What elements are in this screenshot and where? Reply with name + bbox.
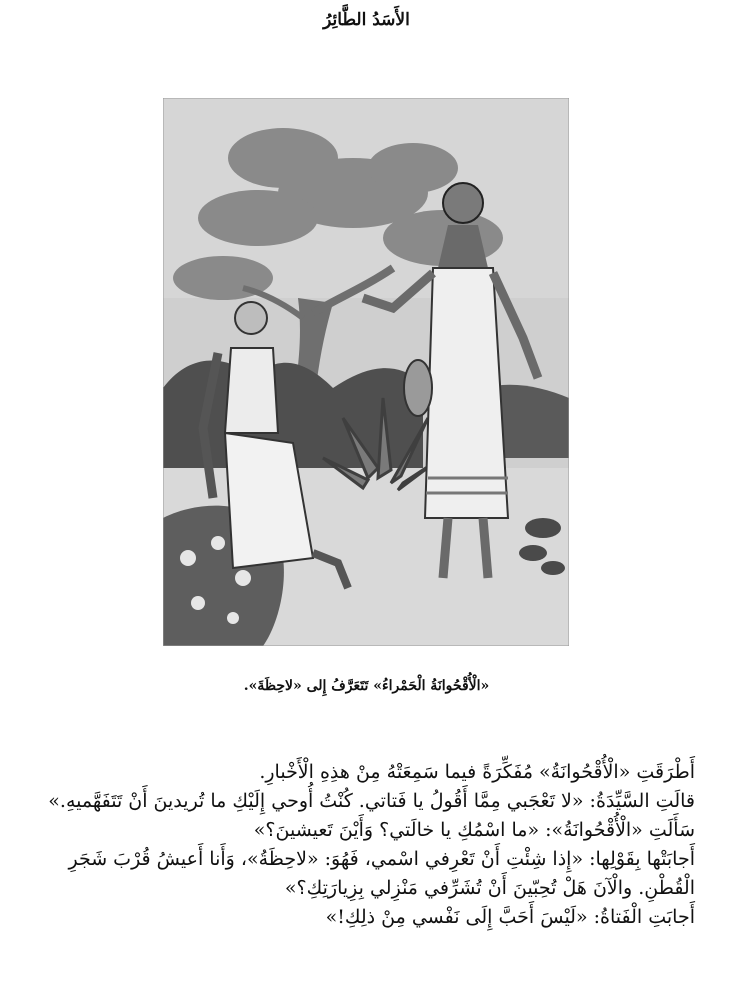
paragraph-3: سَأَلَتِ «الْأُقْحُوانَةُ»: «ما اسْمُكِ يا خالَتي؟ وَأَيْنَ تَعيشينَ؟» — [253, 819, 695, 841]
page-title: الأَسَدُ الطَّائِرُ — [323, 10, 410, 30]
illustration-drawing — [163, 98, 569, 646]
paragraph-5: أَجابَتِ الْفَتاةُ: «لَيْسَ أَحَبَّ إِلَى نَفْسي مِنْ ذلِكِ!» — [325, 906, 695, 928]
illustration-caption: «الْأُقْحُوانَةُ الْحَمْراءُ» تَتَعَرَّفُ إِلى «لاحِظَةَ». — [243, 678, 490, 694]
story-text — [35, 758, 695, 932]
story-illustration — [163, 98, 569, 646]
paragraph-4: أَجابَتْها بِقَوْلِها: «إِذا شِئْتِ أَنْ تَعْرِفي اسْمي، فَهُوَ: «لاحِظَةُ»، وَأَنا أَعيشُ قُرْبَ شَجَرِ الْقُطْنِ. والْآنَ هَلْ تُحِبّينَ أَنْ تُشَرِّفي مَنْزِلي بِزِيارَتِكِ؟» — [68, 848, 695, 899]
paragraph-2: قالَتِ السَّيِّدَةُ: «لا تَعْجَبي مِمَّا أَقُولُ يا فَتاتي. كُنْتُ أُوحي إِلَيْكِ ما تُريدينَ أَنْ تَتَفَهَّميهِ.» — [48, 790, 695, 812]
paragraph-1: أَطْرَقَتِ «الْأُقْحُوانَةُ» مُفَكِّرَةً فيما سَمِعَتْهُ مِنْ هذِهِ الْأَخْبارِ. — [259, 761, 695, 783]
